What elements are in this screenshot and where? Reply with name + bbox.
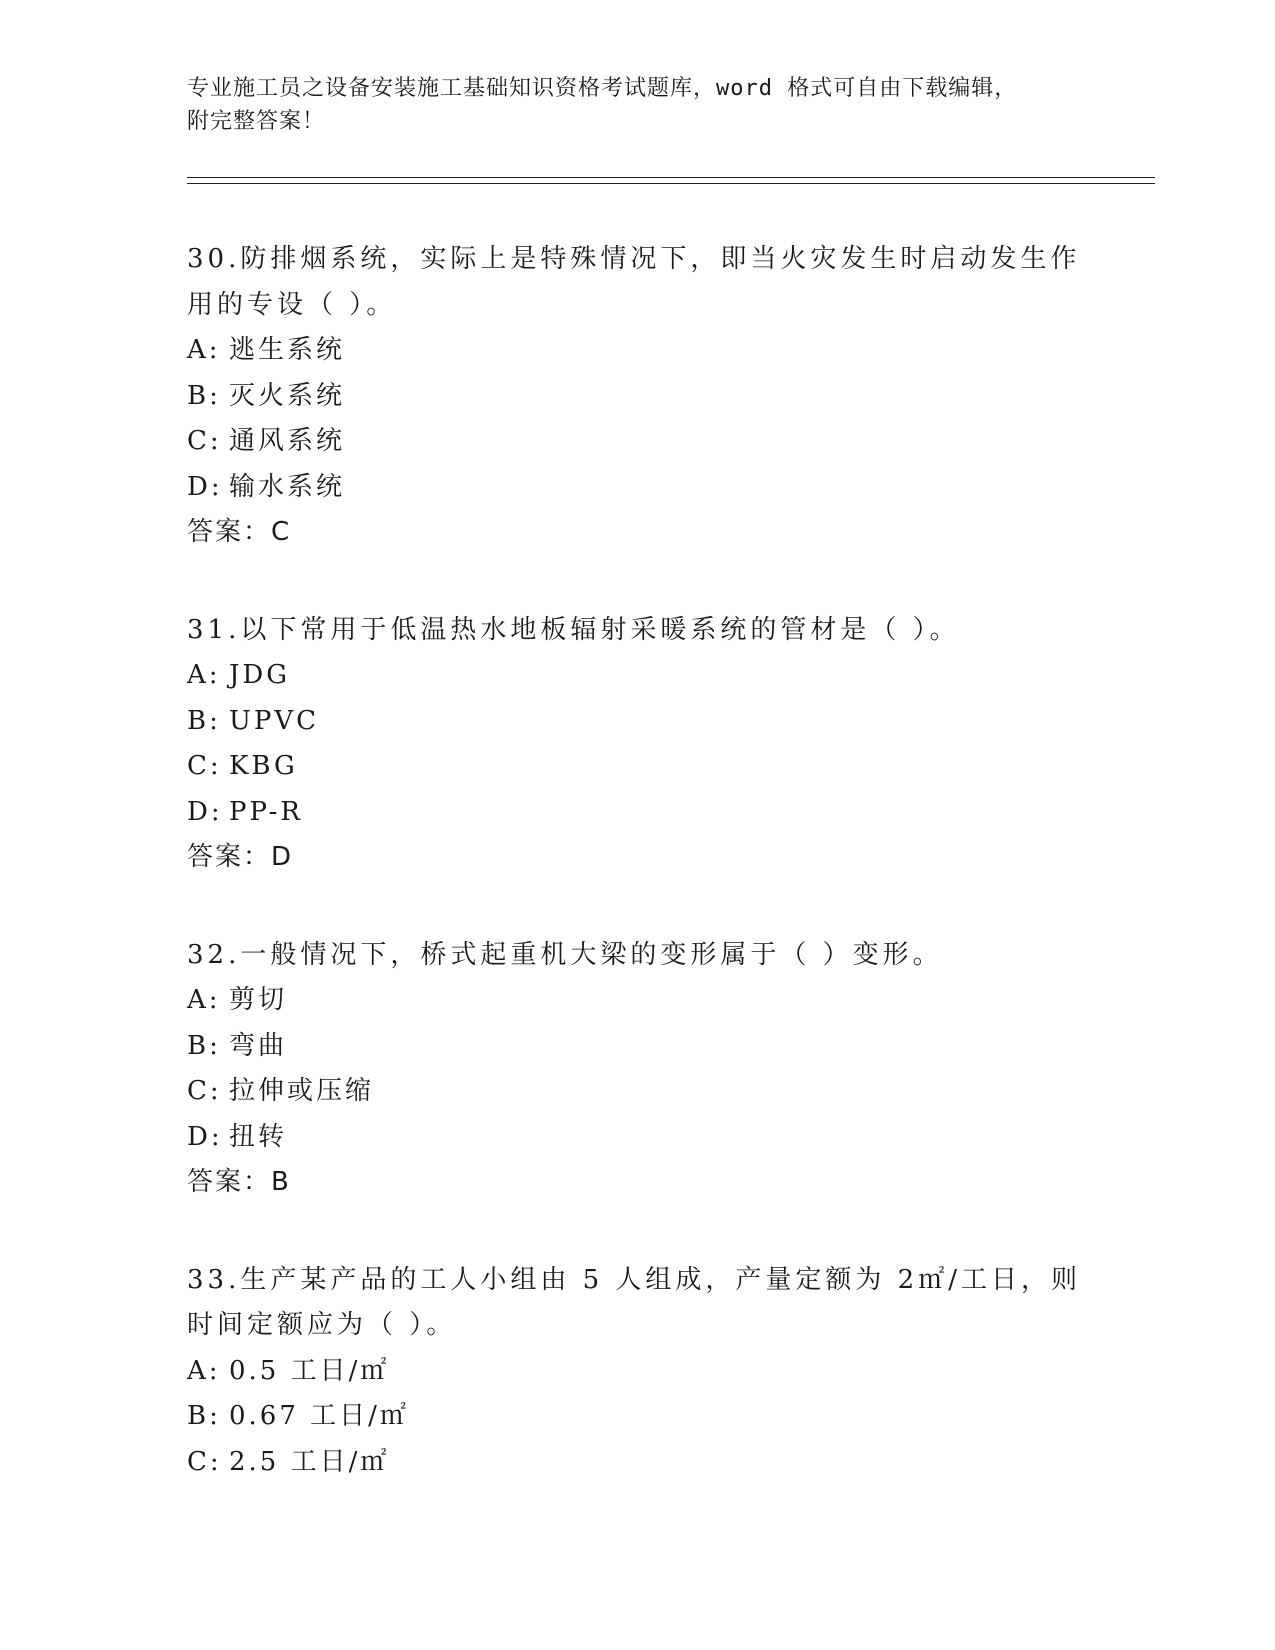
answer-line: 答案：D bbox=[187, 842, 294, 872]
option-c bbox=[187, 1440, 1087, 1486]
question-item bbox=[187, 237, 1087, 556]
option-text: 扭转 bbox=[229, 1121, 288, 1152]
option-text: 输水系统 bbox=[229, 471, 346, 502]
answer-line: 答案：B bbox=[187, 1167, 291, 1197]
option-letter: A: bbox=[187, 660, 221, 690]
question-item bbox=[187, 608, 1087, 881]
option-d bbox=[187, 1115, 1087, 1161]
option-b bbox=[187, 699, 1087, 745]
question-stem: 31.以下常用于低温热水地板辐射采暖系统的管材是（ ）。 bbox=[187, 614, 960, 645]
question-list bbox=[187, 237, 1087, 1537]
option-c bbox=[187, 744, 1087, 790]
option-text: 0.5 工日/㎡ bbox=[229, 1355, 390, 1386]
answer-line: 答案：C bbox=[187, 517, 292, 547]
option-a bbox=[187, 653, 1087, 699]
header-line-2: 附完整答案！ bbox=[187, 109, 326, 134]
option-text: JDG bbox=[229, 660, 291, 690]
option-a bbox=[187, 328, 1087, 374]
option-c bbox=[187, 419, 1087, 465]
document-header bbox=[187, 72, 1067, 138]
option-letter: D: bbox=[187, 1121, 223, 1152]
option-letter: A: bbox=[187, 1355, 221, 1386]
option-letter: D: bbox=[187, 471, 223, 502]
option-text: KBG bbox=[229, 751, 298, 781]
question-stem: 33.生产某产品的工人小组由 5 人组成，产量定额为 2㎡/工日，则时间定额应为（ ）。 bbox=[187, 1264, 1081, 1340]
option-d bbox=[187, 465, 1087, 511]
option-text: 弯曲 bbox=[229, 1030, 288, 1061]
option-text: 2.5 工日/㎡ bbox=[229, 1446, 390, 1477]
option-b bbox=[187, 1394, 1087, 1440]
option-b bbox=[187, 374, 1087, 420]
option-b bbox=[187, 1024, 1087, 1070]
option-letter: C: bbox=[187, 426, 222, 456]
option-d bbox=[187, 790, 1087, 836]
header-divider-bottom bbox=[187, 183, 1155, 184]
option-letter: C: bbox=[187, 1446, 222, 1477]
option-letter: A: bbox=[187, 335, 221, 365]
option-text: 逃生系统 bbox=[229, 335, 346, 365]
header-line-1: 专业施工员之设备安装施工基础知识资格考试题库，word 格式可自由下载编辑， bbox=[187, 76, 1018, 101]
option-letter: B: bbox=[187, 705, 221, 736]
question-item bbox=[187, 1258, 1087, 1486]
option-text: 通风系统 bbox=[229, 426, 346, 456]
option-letter: B: bbox=[187, 1030, 221, 1061]
option-text: 灭火系统 bbox=[229, 380, 346, 411]
option-text: 剪切 bbox=[229, 985, 288, 1015]
question-stem: 32.一般情况下，桥式起重机大梁的变形属于（ ）变形。 bbox=[187, 939, 943, 970]
question-item bbox=[187, 933, 1087, 1206]
header-divider-top bbox=[187, 177, 1155, 178]
option-text: 拉伸或压缩 bbox=[229, 1076, 375, 1106]
option-a bbox=[187, 1349, 1087, 1395]
option-letter: D: bbox=[187, 796, 223, 827]
option-text: 0.67 工日/㎡ bbox=[229, 1401, 409, 1431]
option-text: UPVC bbox=[229, 705, 320, 736]
option-c bbox=[187, 1069, 1087, 1115]
option-letter: B: bbox=[187, 380, 221, 411]
option-letter: C: bbox=[187, 1076, 222, 1106]
option-text: PP-R bbox=[229, 796, 303, 827]
option-letter: A: bbox=[187, 985, 221, 1015]
option-a bbox=[187, 978, 1087, 1024]
option-letter: C: bbox=[187, 751, 222, 781]
option-letter: B: bbox=[187, 1401, 221, 1431]
question-stem: 30.防排烟系统，实际上是特殊情况下，即当火灾发生时启动发生作用的专设（ ）。 bbox=[187, 244, 1081, 320]
